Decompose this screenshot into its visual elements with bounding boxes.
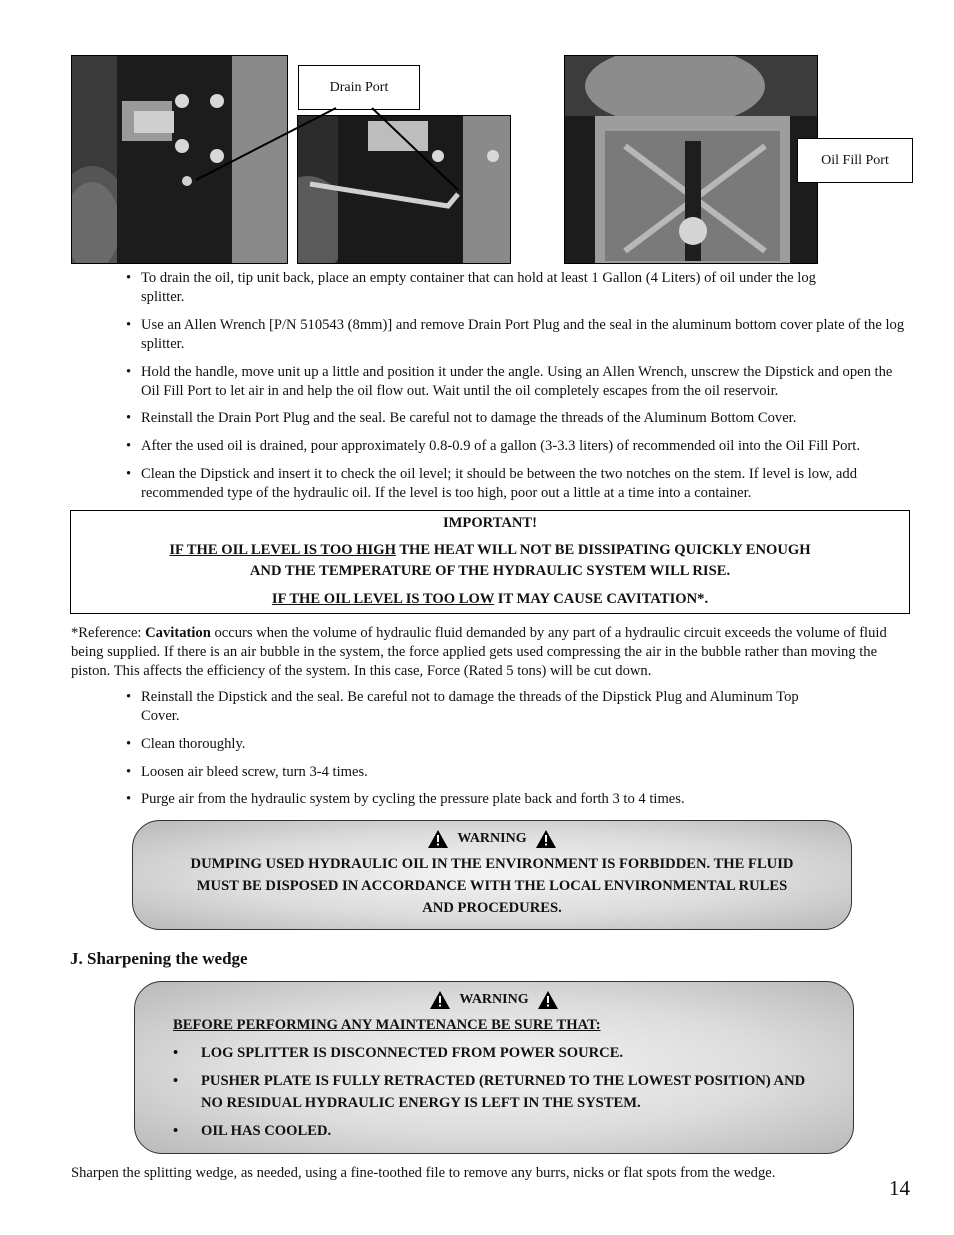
section-heading: J. Sharpening the wedge — [70, 949, 248, 968]
warning-header — [165, 990, 823, 1010]
list-item: • OIL HAS COOLED. — [173, 1120, 823, 1142]
warning-box-maintenance — [134, 981, 854, 1154]
list-item: • Clean thoroughly. — [126, 735, 916, 754]
warning-box-oil-disposal — [132, 820, 852, 930]
cavitation-reference — [71, 624, 911, 681]
list-item: • After the used oil is drained, pour approximately 0.8-0.9 of a gallon (3-3.3 liters) of recommended oil into the Oil Fill Port. — [126, 437, 916, 456]
list-item: • Hold the handle, move unit up a little and position it under the angle. Using an Allen Wrench, unscrew the Dipstick and open the Oil Fill Port to let air in and help the oil flow out. Wait until the oil completely escapes from the oil reservoir. — [126, 363, 911, 401]
warning-header — [133, 829, 851, 849]
warning-triangle-icon — [535, 829, 557, 849]
list-item: • To drain the oil, tip unit back, place an empty container that can hold at least 1 Gallon (4 Liters) of oil under the log splitter. — [126, 269, 861, 307]
important-line-1-underlined: IF THE OIL LEVEL IS TOO HIGH — [169, 542, 396, 558]
list-item: • Reinstall the Drain Port Plug and the seal. Be careful not to damage the threads of the Aluminum Bottom Cover. — [126, 409, 916, 428]
important-line-1-rest: THE HEAT WILL NOT BE DISSIPATING QUICKLY ENOUGH — [395, 542, 811, 558]
refill-steps-list — [126, 688, 916, 818]
reference-text: occurs when the volume of hydraulic fluid demanded by any part of a hydraulic circuit exceeds the volume of fluid being supplied. If there is an air bubble in the system, the force applied gets used compressing the air in the bubble rather than moving the piston. This affects the efficiency of the system. In this case, Force (Rated 5 tons) will be cut down. — [71, 625, 887, 679]
list-item: • Reinstall the Dipstick and the seal. Be careful not to damage the threads of the Dipstick Plug and Aluminum Top Cover. — [126, 688, 831, 726]
important-line-3-underlined: IF THE OIL LEVEL IS TOO LOW — [271, 591, 495, 607]
warning-line: MUST BE DISPOSED IN ACCORDANCE WITH THE LOCAL ENVIRONMENTAL RULES — [196, 878, 788, 894]
warning-label: WARNING — [457, 831, 527, 846]
photo-oil-fill-port — [564, 55, 818, 264]
callout-oil-fill-port — [797, 138, 913, 183]
important-line-2: AND THE TEMPERATURE OF THE HYDRAULIC SYSTEM WILL RISE. — [249, 563, 731, 579]
list-item: • LOG SPLITTER IS DISCONNECTED FROM POWER SOURCE. — [173, 1042, 823, 1064]
page-number: 14 — [889, 1176, 910, 1200]
warning-checklist — [173, 1042, 823, 1142]
warning-intro: BEFORE PERFORMING ANY MAINTENANCE BE SURE THAT: — [173, 1017, 601, 1033]
callout-oil-fill-port-label: Oil Fill Port — [821, 152, 889, 168]
photo-drain-port — [297, 115, 511, 264]
callout-drain-port-label: Drain Port — [329, 79, 389, 95]
important-line-1 — [71, 540, 909, 561]
list-item: • Use an Allen Wrench [P/N 510543 (8mm)] and remove Drain Port Plug and the seal in the aluminum bottom cover plate of the log splitter. — [126, 316, 911, 354]
warning-line: AND PROCEDURES. — [422, 900, 562, 916]
list-item: • PUSHER PLATE IS FULLY RETRACTED (RETURNED TO THE LOWEST POSITION) AND NO RESIDUAL HYDRAULIC ENERGY IS LEFT IN THE SYSTEM. — [173, 1070, 821, 1114]
important-line-3 — [71, 589, 909, 610]
reference-prefix: *Reference: — [71, 625, 146, 641]
photo-splitter-side — [71, 55, 288, 264]
important-title: IMPORTANT! — [442, 515, 538, 531]
important-line-3-rest: IT MAY CAUSE CAVITATION*. — [494, 591, 709, 607]
drain-steps-list — [126, 269, 916, 512]
warning-triangle-icon — [427, 829, 449, 849]
list-item: • Purge air from the hydraulic system by cycling the pressure plate back and forth 3 to 4 times. — [126, 790, 916, 809]
list-item: • Clean the Dipstick and insert it to check the oil level; it should be between the two notches on the stem. If level is low, add recommended type of the hydraulic oil. If the level is too high, poor out a little at a time into a container. — [126, 465, 911, 503]
important-box — [70, 510, 910, 614]
warning-label: WARNING — [459, 992, 529, 1007]
list-item: • Loosen air bleed screw, turn 3-4 times. — [126, 763, 916, 782]
warning-triangle-icon — [537, 990, 559, 1010]
callout-drain-port — [298, 65, 420, 110]
warning-line: DUMPING USED HYDRAULIC OIL IN THE ENVIRONMENT IS FORBIDDEN. THE FLUID — [190, 856, 794, 872]
warning-triangle-icon — [429, 990, 451, 1010]
reference-term: Cavitation — [145, 625, 211, 641]
warning-text — [133, 853, 851, 919]
sharpening-instruction: Sharpen the splitting wedge, as needed, using a fine-toothed file to remove any burrs, nicks or flat spots from the wedge. — [71, 1165, 776, 1181]
